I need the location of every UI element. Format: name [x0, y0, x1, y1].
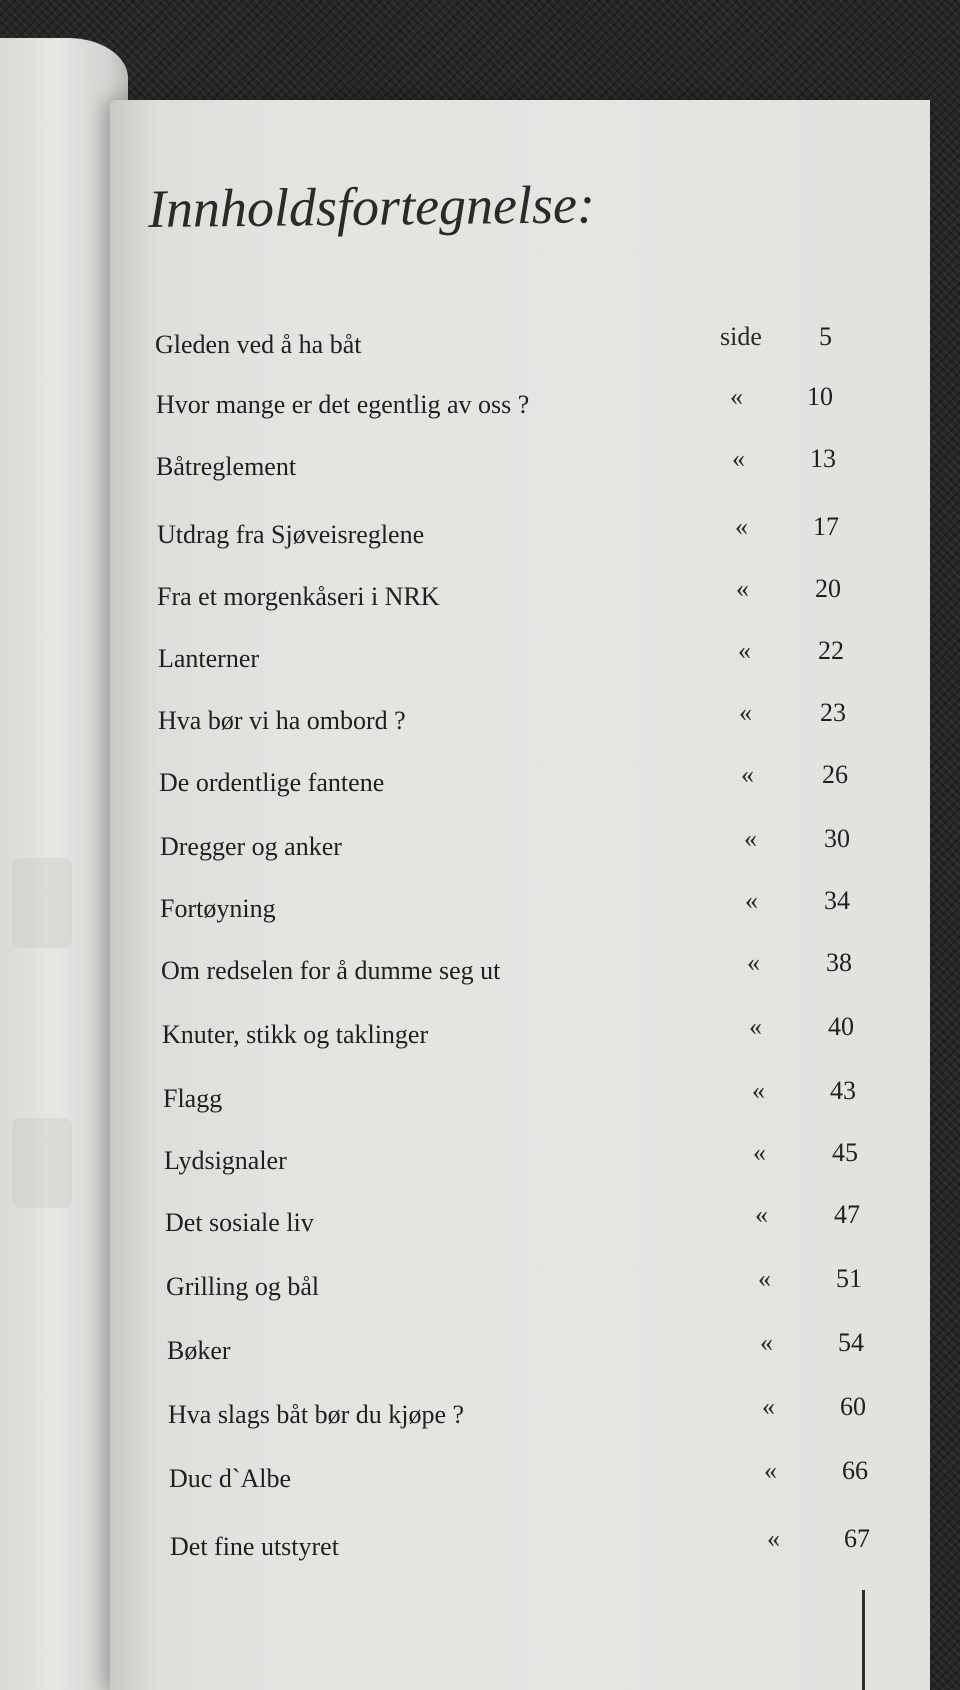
toc-entry — [158, 636, 878, 684]
toc-entry-ditto-mark: « — [744, 824, 757, 853]
toc-entry — [170, 1524, 890, 1572]
toc-entry-title: Hva bør vi ha ombord ? — [158, 706, 406, 735]
toc-entry-page: 30 — [824, 824, 850, 853]
toc-entry-ditto-mark: « — [747, 948, 760, 977]
toc-entry — [157, 512, 877, 560]
toc-entry — [155, 322, 875, 370]
toc-entry-page: 13 — [810, 444, 836, 473]
page-title: Innholdsfortegnelse: — [147, 174, 596, 239]
toc-entry — [162, 1012, 882, 1060]
toc-entry-title: Lydsignaler — [164, 1146, 287, 1175]
toc-entry-title: Om redselen for å dumme seg ut — [161, 956, 501, 985]
toc-entry — [169, 1456, 889, 1504]
toc-entry-title: Hva slags båt bør du kjøpe ? — [168, 1400, 465, 1429]
toc-entry-title: Flagg — [163, 1084, 223, 1113]
toc-entry-ditto-mark: « — [767, 1524, 780, 1553]
toc-entry-page: 38 — [826, 948, 852, 977]
toc-entry-page: 22 — [818, 636, 844, 665]
toc-entry — [158, 698, 878, 746]
toc-entry-ditto-mark: « — [749, 1012, 762, 1041]
toc-entry-ditto-mark: « — [753, 1138, 766, 1167]
toc-entry-page: 40 — [828, 1012, 854, 1041]
toc-entry-page: 67 — [844, 1524, 870, 1553]
toc-entry-ditto-mark: « — [764, 1456, 777, 1485]
toc-entry-page: 47 — [834, 1200, 860, 1229]
toc-entry-title: De ordentlige fantene — [159, 768, 385, 797]
toc-entry-page: 26 — [822, 760, 848, 789]
toc-entry-page: 66 — [842, 1456, 868, 1485]
toc-entry-page: 60 — [840, 1392, 866, 1421]
toc-entry — [161, 948, 881, 996]
toc-entry-title: Knuter, stikk og taklinger — [162, 1020, 429, 1049]
toc-entry-page: 54 — [838, 1328, 864, 1357]
toc-entry-title: Dregger og anker — [160, 832, 342, 861]
toc-entry-title: Grilling og bål — [166, 1272, 320, 1301]
toc-entry-ditto-mark: « — [732, 444, 745, 473]
toc-entry-ditto-mark: « — [760, 1328, 773, 1357]
toc-entry-title: Fra et morgenkåseri i NRK — [157, 582, 440, 611]
toc-entry-ditto-mark: « — [735, 512, 748, 541]
toc-entry-page: 17 — [813, 512, 839, 541]
toc-entry-ditto-mark: « — [758, 1264, 771, 1293]
toc-entry-side-label: side — [720, 322, 762, 351]
toc-entry-ditto-mark: « — [745, 886, 758, 915]
toc-entry-page: 43 — [830, 1076, 856, 1105]
page-rule-line — [862, 1590, 865, 1690]
toc-entry-title: Lanterner — [158, 644, 260, 673]
toc-entry — [164, 1138, 884, 1186]
toc-entry — [165, 1200, 885, 1248]
toc-entry — [159, 760, 879, 808]
toc-entry-ditto-mark: « — [741, 760, 754, 789]
toc-entry-title: Fortøyning — [160, 894, 276, 923]
toc-entry — [156, 444, 876, 492]
toc-entry-title: Det sosiale liv — [165, 1208, 314, 1237]
toc-entry-ditto-mark: « — [738, 636, 751, 665]
toc-entry — [160, 886, 880, 934]
toc-entry — [167, 1328, 887, 1376]
toc-entry-page: 23 — [820, 698, 846, 727]
toc-entry-page: 10 — [807, 382, 833, 411]
toc-entry-ditto-mark: « — [762, 1392, 775, 1421]
toc-entry-title: Hvor mange er det egentlig av oss ? — [156, 390, 530, 419]
toc-entry-ditto-mark: « — [730, 382, 743, 411]
toc-entry-page: 34 — [824, 886, 850, 915]
toc-entry — [166, 1264, 886, 1312]
toc-entry-title: Duc d`Albe — [169, 1464, 292, 1493]
toc-entry-ditto-mark: « — [739, 698, 752, 727]
toc-entry-title: Det fine utstyret — [170, 1532, 339, 1561]
toc-entry — [157, 574, 877, 622]
toc-entry-page: 45 — [832, 1138, 858, 1167]
toc-entry-page: 51 — [836, 1264, 862, 1293]
toc-entry-ditto-mark: « — [736, 574, 749, 603]
toc-entry-title: Bøker — [167, 1336, 231, 1365]
toc-entry — [156, 382, 876, 430]
toc-entry-page: 20 — [815, 574, 841, 603]
toc-entry-title: Båtreglement — [156, 452, 297, 481]
toc-entry — [160, 824, 880, 872]
toc-entry-title: Gleden ved å ha båt — [155, 330, 362, 359]
toc-entry — [168, 1392, 888, 1440]
toc-entry-ditto-mark: « — [755, 1200, 768, 1229]
toc-entry-page: 5 — [819, 322, 832, 351]
toc-entry — [163, 1076, 883, 1124]
toc-entry-title: Utdrag fra Sjøveisreglene — [157, 520, 425, 549]
toc-entry-ditto-mark: « — [752, 1076, 765, 1105]
